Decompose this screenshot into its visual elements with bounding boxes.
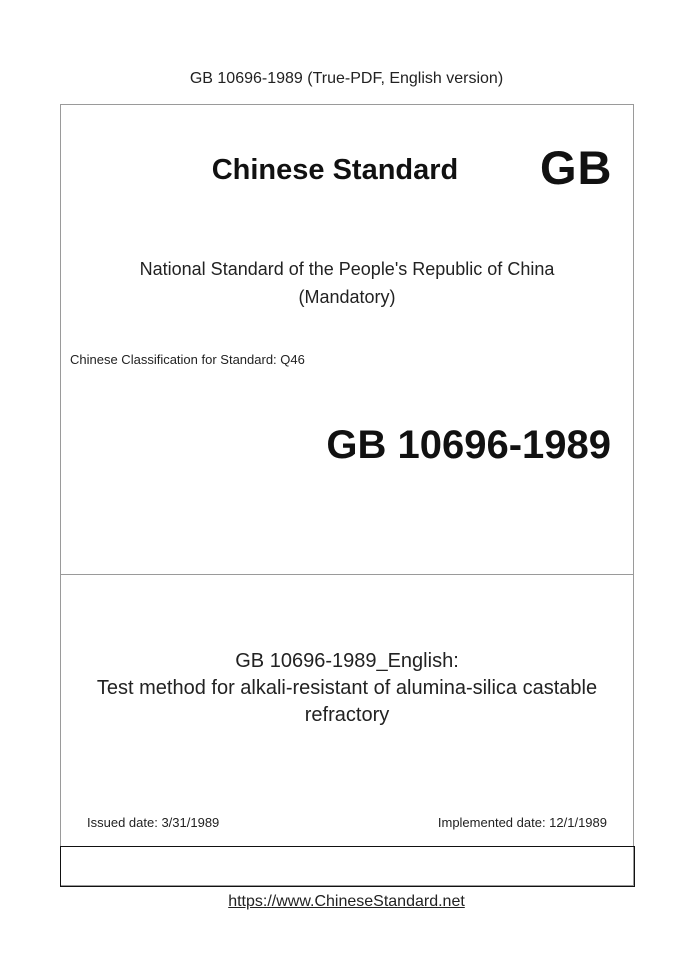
- bottom-band: [60, 846, 635, 887]
- title-line-1: GB 10696-1989_English:: [235, 650, 459, 672]
- section-divider: [60, 574, 634, 575]
- footer-website-link[interactable]: https://www.ChineseStandard.net: [228, 893, 465, 910]
- document-title: [60, 648, 634, 729]
- standard-number: GB 10696-1989: [326, 423, 611, 467]
- doc-type-heading: Chinese Standard: [211, 154, 459, 186]
- issued-date: Issued date: 3/31/1989: [87, 815, 220, 830]
- title-line-2: Test method for alkali-resistant of alumina-silica castable: [96, 677, 598, 699]
- header-caption: GB 10696-1989 (True-PDF, English version): [189, 70, 504, 87]
- classification-text: Chinese Classification for Standard: Q46: [70, 352, 305, 367]
- cover-frame: [60, 104, 634, 886]
- title-line-3: refractory: [304, 704, 390, 726]
- subtitle-line-2: (Mandatory): [298, 287, 396, 307]
- implemented-date: Implemented date: 12/1/1989: [437, 815, 607, 830]
- gb-mark: GB: [540, 141, 613, 194]
- subtitle-line-1: National Standard of the People's Republic of China: [139, 259, 555, 279]
